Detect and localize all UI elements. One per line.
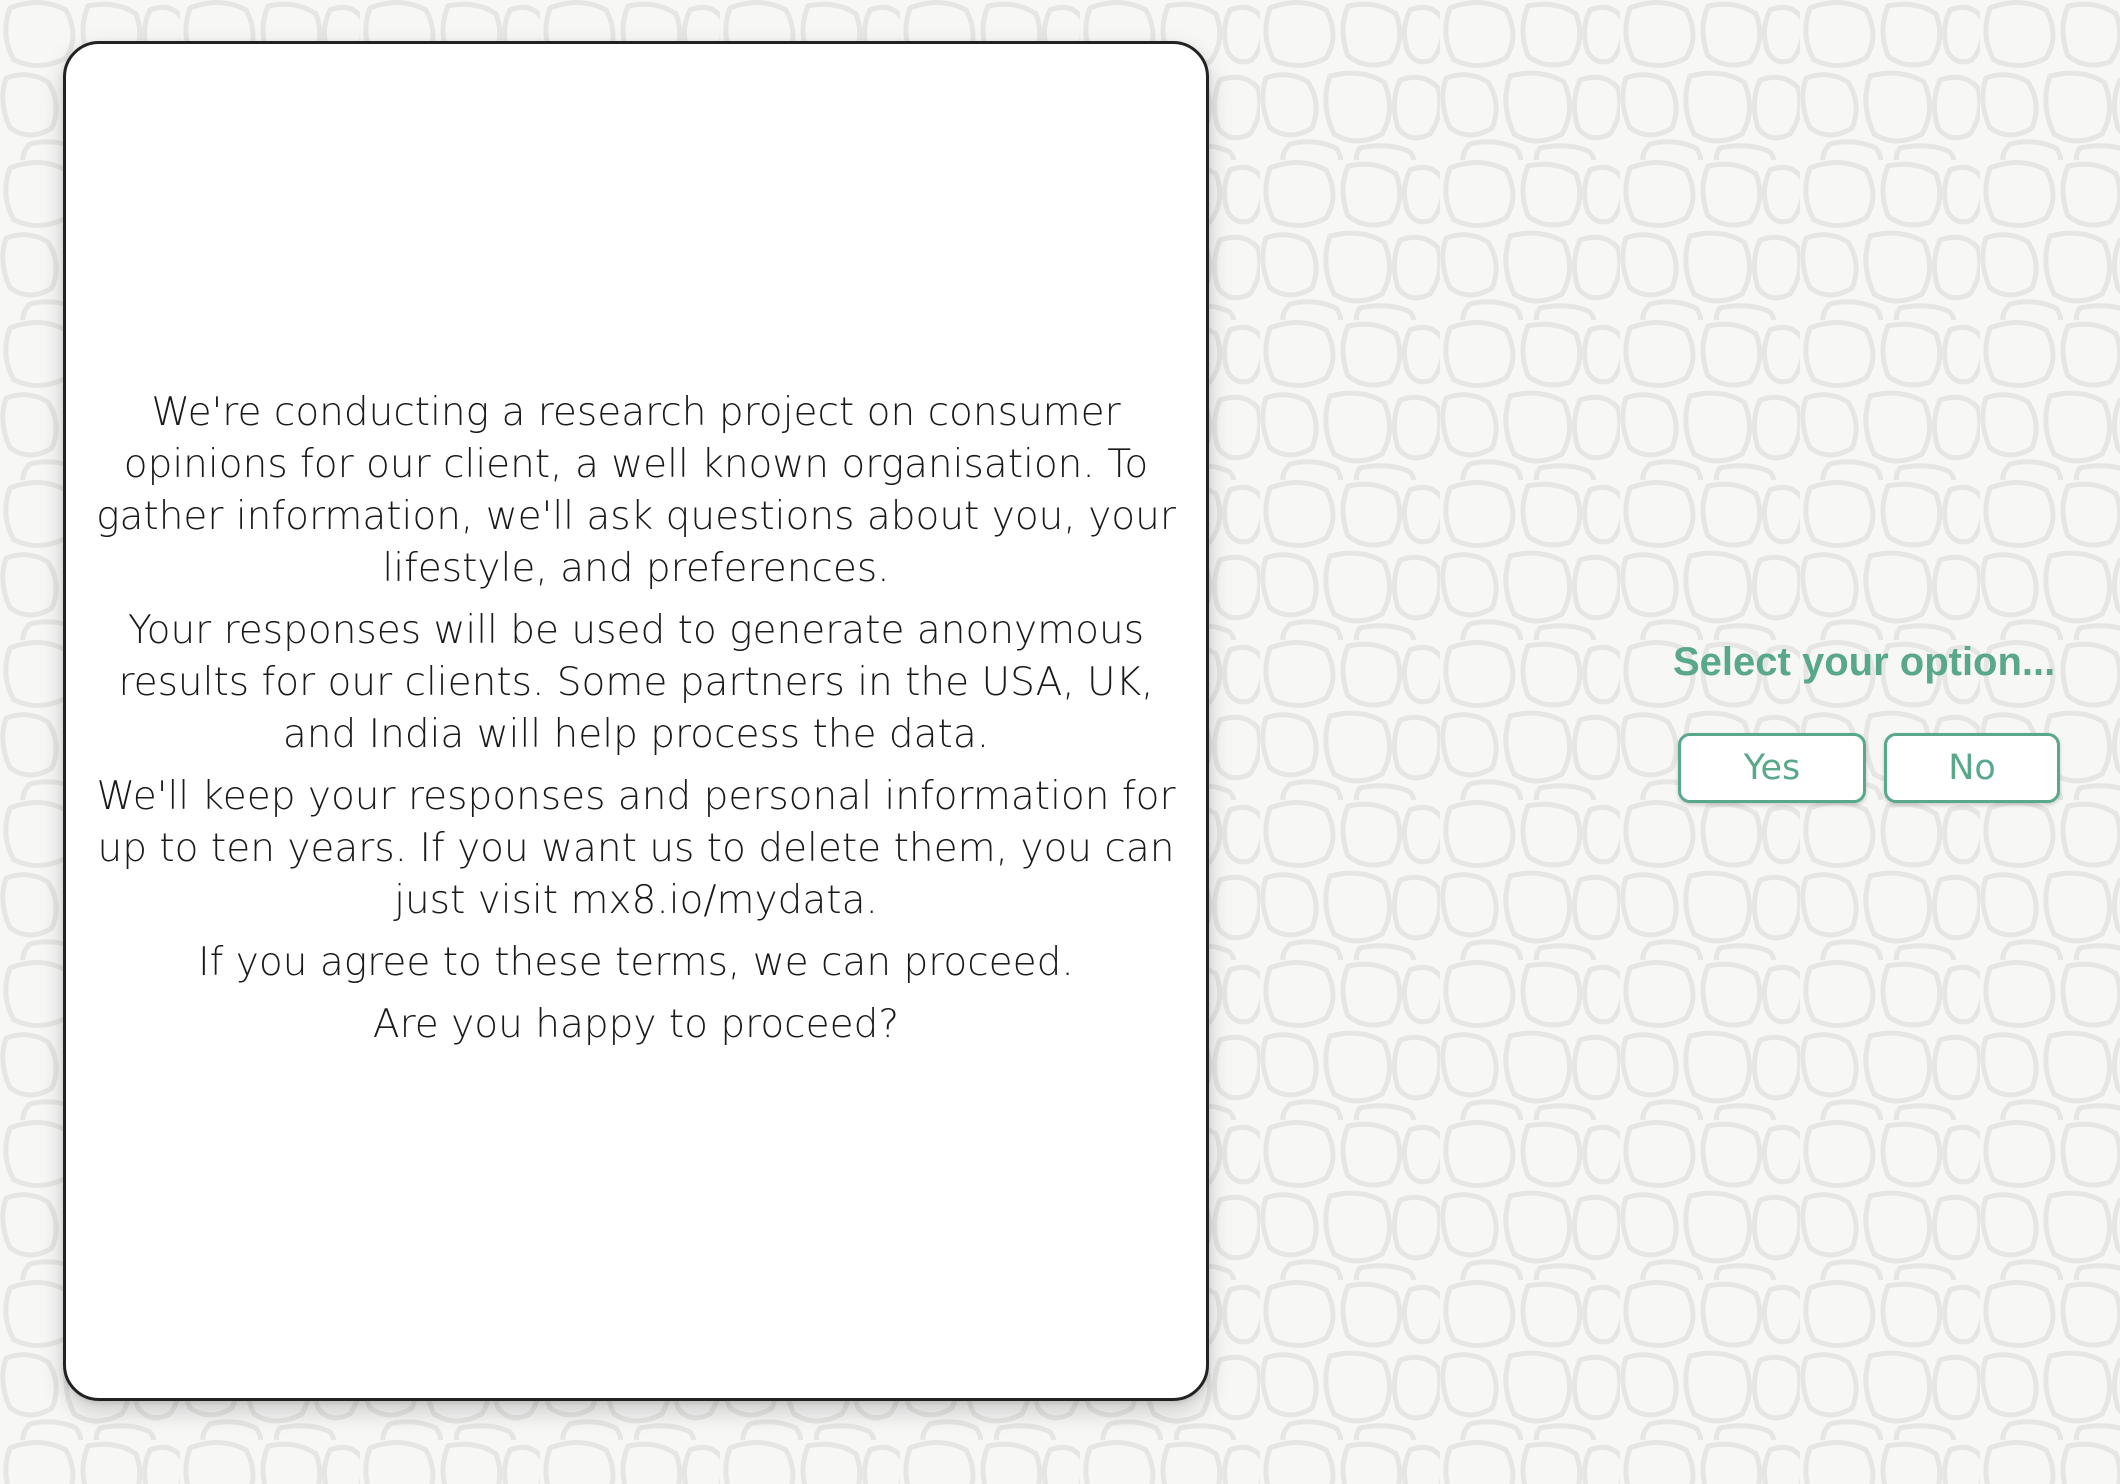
consent-paragraph-retention: We'll keep your responses and personal information for up to ten years. If you want us to delete them, you can just visit mx8.io/mydata. — [96, 774, 1176, 923]
yes-button[interactable]: Yes — [1678, 733, 1866, 803]
consent-card — [63, 41, 1209, 1401]
consent-text — [92, 387, 1180, 1051]
consent-question: Are you happy to proceed? — [372, 1002, 900, 1047]
consent-paragraph-data-use: Your responses will be used to generate anonymous results for our clients. Some partners in the USA, UK, and India will help process the data. — [118, 608, 1154, 757]
consent-paragraph-agreement: If you agree to these terms, we can proceed. — [198, 940, 1074, 985]
consent-paragraph-intro: We're conducting a research project on consumer opinions for our client, a well known organisation. To gather information, we'll ask questions about you, your lifestyle, and preferences. — [96, 390, 1176, 591]
option-panel — [1656, 632, 2076, 788]
option-buttons — [1678, 733, 2078, 803]
option-prompt: Select your option... — [1673, 640, 2056, 684]
no-button[interactable]: No — [1884, 733, 2060, 803]
